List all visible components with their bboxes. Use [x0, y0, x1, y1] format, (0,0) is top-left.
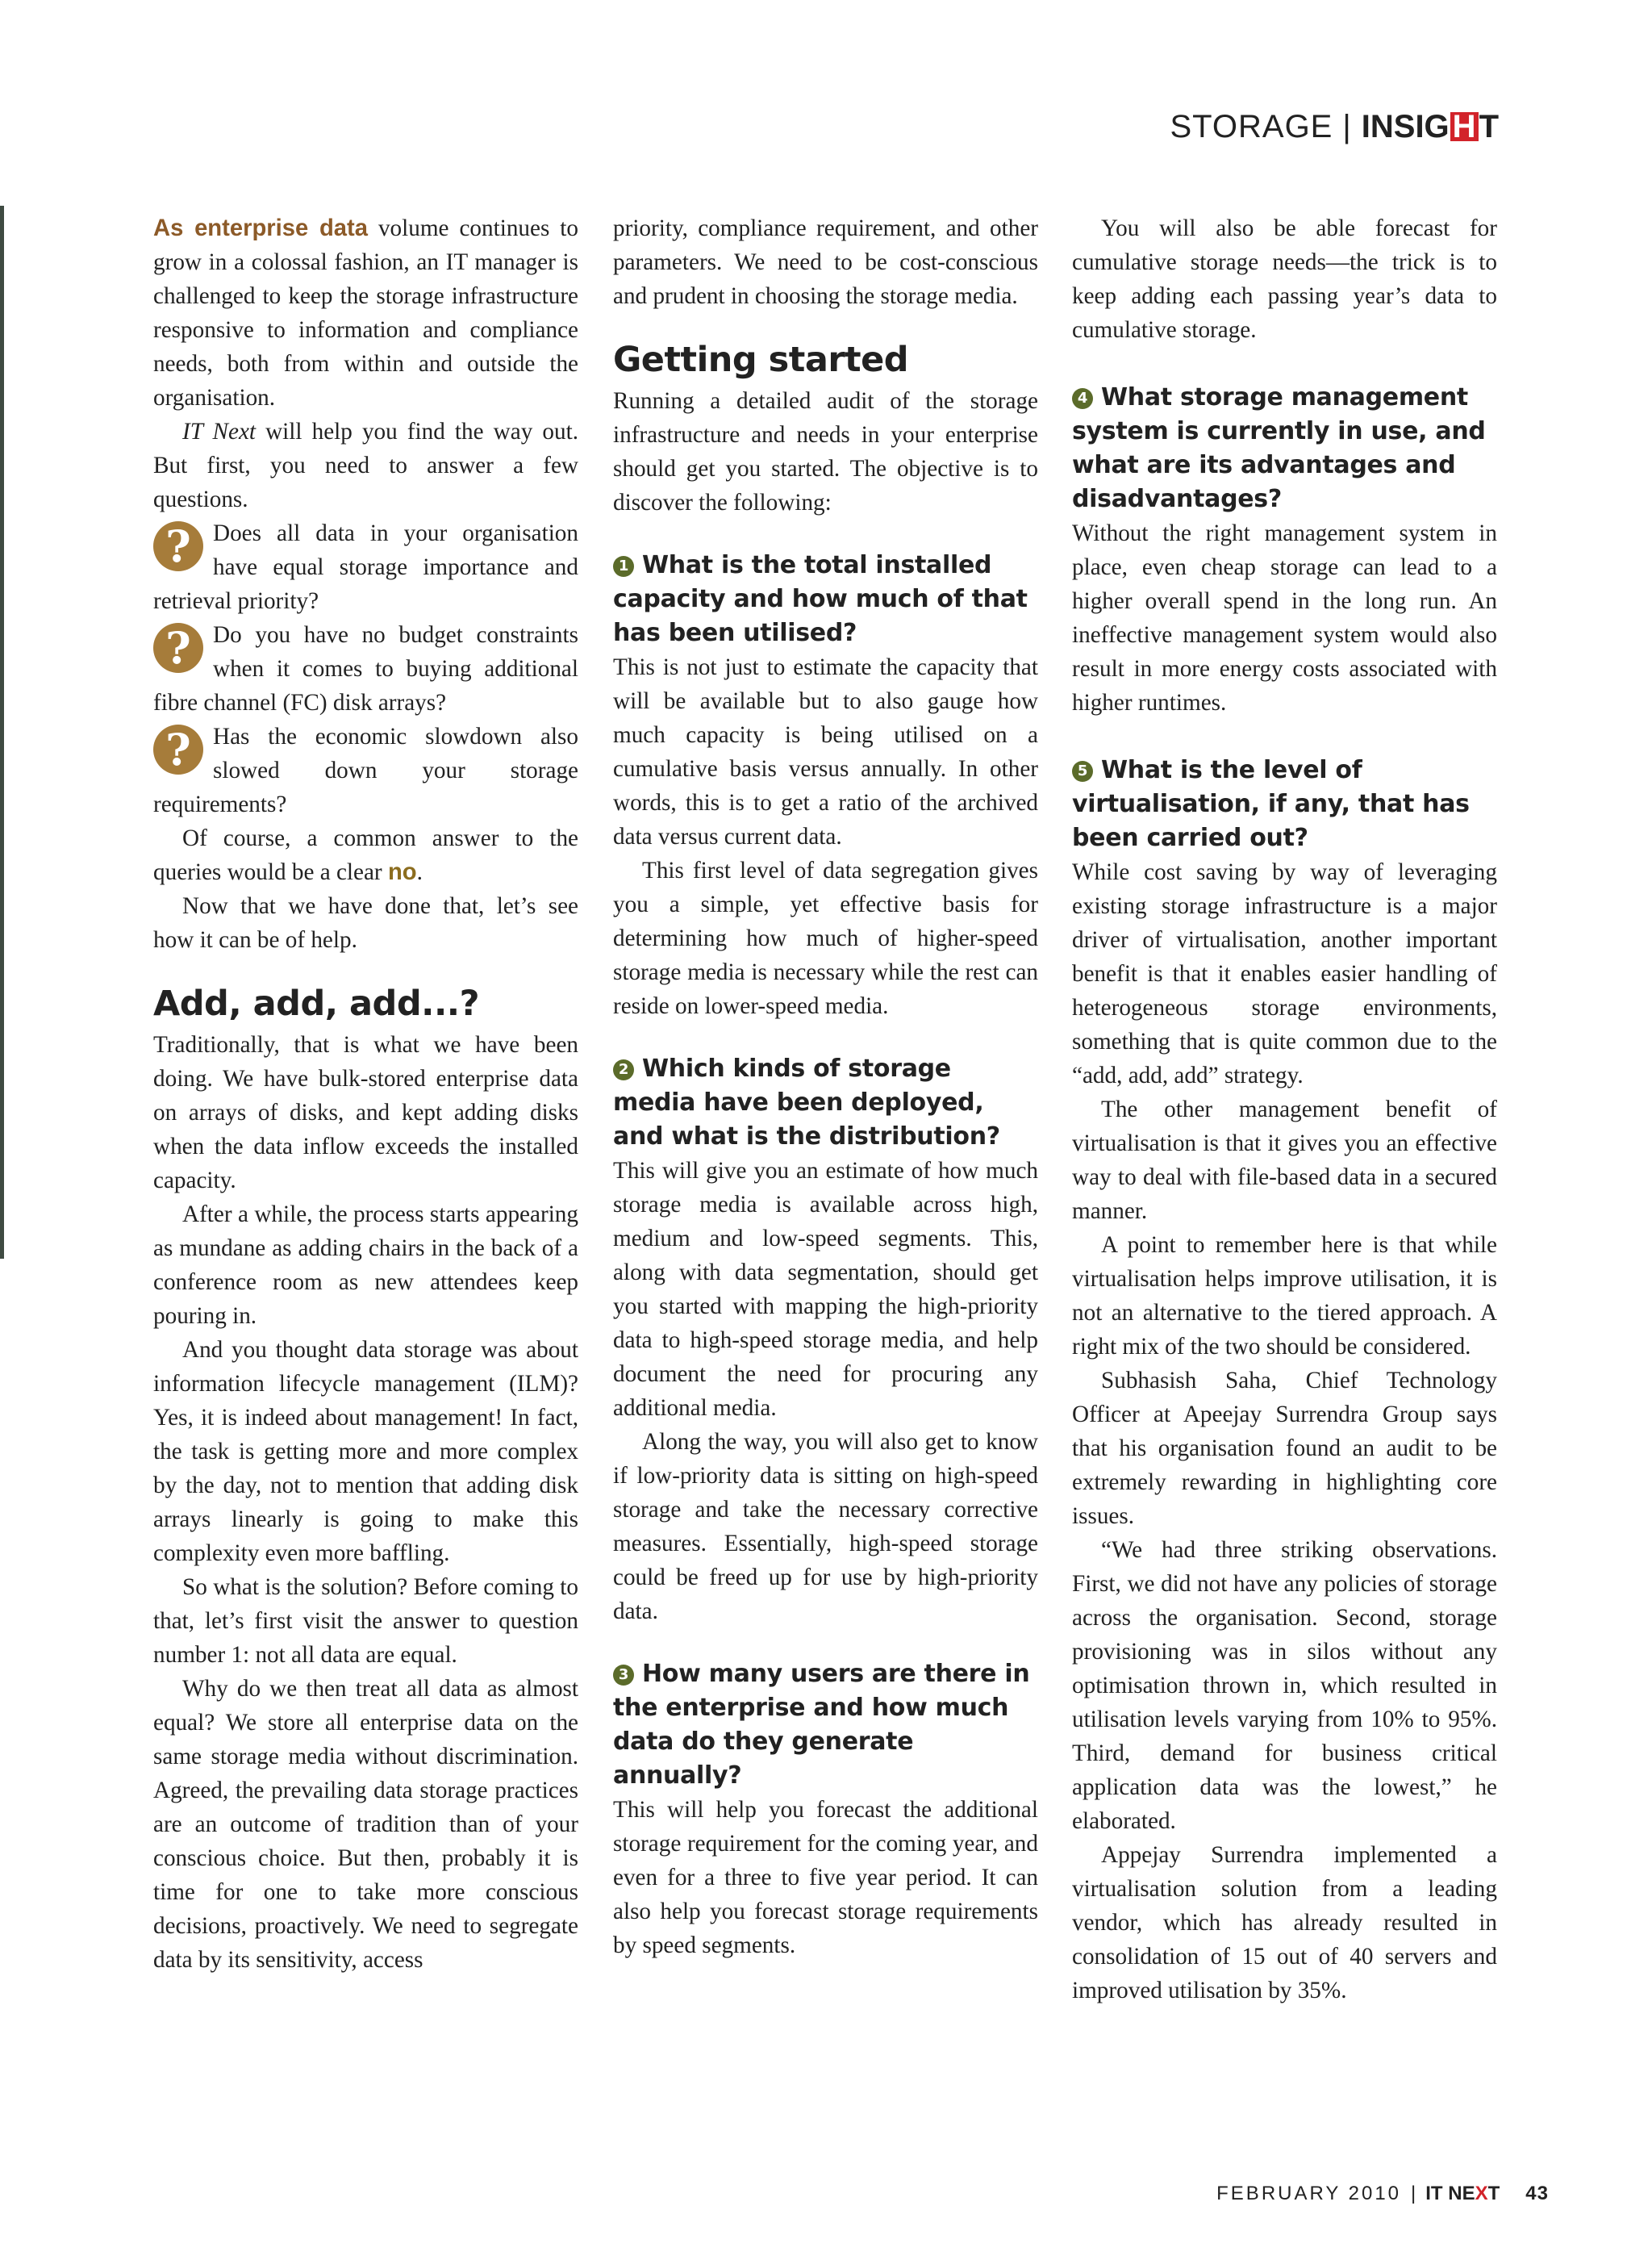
text: will help you find the way out. But first, you need to answer a few questions. [153, 419, 578, 512]
brand-part: T [1487, 2183, 1500, 2204]
lead-in: As enterprise data [153, 215, 368, 241]
title-part: INSIG [1361, 108, 1450, 144]
question-heading-2 [613, 1052, 1038, 1154]
page-number: 43 [1525, 2183, 1549, 2204]
paragraph [153, 415, 578, 516]
question-mark-icon [153, 725, 203, 781]
heading-text: What is the total installed capacity and how much of that has been utilised? [613, 551, 1028, 647]
paragraph: After a while, the process starts appearing as mundane as adding chairs in the back of a conference room as new attendees keep pouring in. [153, 1201, 578, 1329]
column-3 [1072, 211, 1497, 2007]
paragraph: Now that we have done that, let’s see how it can be of help. [153, 893, 578, 953]
number-badge: 4 [1072, 388, 1093, 409]
text: volume continues to grow in a colossal fashion, an IT manager is challenged to keep the storage infrastructure responsive to information and compliance needs, both from within and outside the organisation. [153, 215, 578, 411]
section-header [1170, 107, 1500, 147]
paragraph: Subhasish Saha, Chief Technology Officer at Apeejay Surrendra Group says that his organisation found an audit to be extremely rewarding in highlighting core issues. [1072, 1368, 1497, 1529]
emphasis-no: no [387, 859, 417, 885]
paragraph: “We had three striking observations. First, we did not have any policies of storage across the organisation. Second, storage provisioning was in silos without any optimisation thrown in, which resulted in utilisation levels varying from 10% to 95%. Third, demand for business critical application data was the lowest,” he elaborated. [1072, 1537, 1497, 1834]
paragraph: Along the way, you will also get to know if low-priority data is sitting on high-speed storage and take the necessary corrective measures. Essentially, high-speed storage could be freed up for use by high-priority data. [613, 1429, 1038, 1624]
question-2 [153, 618, 578, 720]
paragraph: While cost saving by way of leveraging existing storage infrastructure is a major driver of virtualisation, another important benefit is that it enables easier handling of heterogeneous storage environments, something that is quite common due to the “add, add, add” strategy. [1072, 859, 1497, 1088]
header-separator: | [1342, 108, 1352, 144]
question-text: Does all data in your organisation have equal storage importance and retrieval priority? [153, 520, 578, 614]
question-glyph: ? [153, 521, 203, 571]
paragraph: Traditionally, that is what we have been doing. We have bulk-stored enterprise data on arrays of disks, and kept adding disks when the data inflow exceeds the installed capacity. [153, 1032, 578, 1193]
publication-name: IT Next [182, 419, 257, 445]
section-title [1362, 109, 1499, 145]
heading-text: What storage management system is currently in use, and what are its advantages and disadvantages? [1072, 383, 1486, 513]
question-heading-3 [613, 1657, 1038, 1793]
number-badge: 3 [613, 1665, 634, 1686]
paragraph: A point to remember here is that while virtualisation helps improve utilisation, it is not an alternative to the tiered approach. A right mix of the two should be considered. [1072, 1232, 1497, 1360]
heading-text: How many users are there in the enterprise and how much data do they generate annually? [613, 1660, 1030, 1790]
heading-text: Which kinds of storage media have been deployed, and what is the distribution? [613, 1055, 1000, 1151]
paragraph: You will also be able forecast for cumulative storage needs—the trick is to keep adding each passing year’s data to cumulative storage. [1072, 215, 1497, 343]
paragraph: Appejay Surrendra implemented a virtualisation solution from a leading vendor, which has already resulted in consolidation of 15 out of 40 servers and improved utilisation by 35%. [1072, 1842, 1497, 2003]
question-3 [153, 720, 578, 821]
question-mark-icon [153, 521, 203, 578]
brand-part: IT NE [1425, 2183, 1475, 2204]
question-glyph: ? [153, 623, 203, 673]
paragraph: This will help you forecast the additional storage requirement for the coming year, and even for a three to five year period. It can also help you forecast storage requirements by speed segments. [613, 1797, 1038, 1958]
heading-text: What is the level of virtualisation, if any, that has been carried out? [1072, 756, 1470, 852]
number-badge: 1 [613, 556, 634, 577]
paragraph: Without the right management system in place, even cheap storage can lead to a higher overall spend in the long run. An ineffective management system would also result in more energy costs associated with higher runtimes. [1072, 520, 1497, 716]
paragraph: And you thought data storage was about information lifecycle management (ILM)? Yes, it is indeed about management! In fact, the task is getting more and more complex by the day, not to mention that adding disk arrays linearly is going to make this complexity even more baffling. [153, 1337, 578, 1566]
intro-paragraph [153, 211, 578, 415]
paragraph: priority, compliance requirement, and other parameters. We need to be cost-conscious and prudent in choosing the storage media. [613, 215, 1038, 309]
paragraph: Why do we then treat all data as almost equal? We store all enterprise data on the same storage media without discrimination. Agreed, the prevailing data storage practices are an outcome of tradition than of your conscious choice. But then, probably it is time for one to take more conscious decisions, proactively. We need to segregate data by its sensitivity, access [153, 1676, 578, 1973]
page-footer [1216, 2183, 1549, 2205]
subheading-getting-started: Getting started [613, 340, 909, 380]
question-text: Has the economic slowdown also slowed down your storage requirements? [153, 724, 578, 817]
question-heading-4 [1072, 381, 1497, 516]
section-label: STORAGE [1170, 108, 1333, 144]
question-1 [153, 516, 578, 618]
page-edge-bar [0, 206, 4, 1259]
question-mark-icon [153, 623, 203, 679]
text: Of course, a common answer to the queries would be a clear [153, 825, 578, 885]
paragraph: This first level of data segregation gives you a simple, yet effective basis for determining how much of higher-speed storage media is necessary while the rest can reside on lower-speed media. [613, 858, 1038, 1019]
number-badge: 2 [613, 1059, 634, 1080]
subheading-add: Add, add, add...? [153, 984, 480, 1024]
question-heading-5 [1072, 754, 1497, 855]
issue-date: FEBRUARY 2010 [1216, 2183, 1402, 2204]
question-text: Do you have no budget constraints when it comes to buying additional fibre channel (FC) disk arrays? [153, 622, 578, 716]
text: . [416, 859, 423, 885]
paragraph: So what is the solution? Before coming to that, let’s first visit the answer to question number 1: not all data are equal. [153, 1574, 578, 1668]
question-heading-1 [613, 549, 1038, 650]
brand-part: X [1475, 2183, 1488, 2204]
paragraph: Running a detailed audit of the storage infrastructure and needs in your enterprise should get you started. The objective is to discover the following: [613, 388, 1038, 516]
column-1 [153, 211, 578, 1977]
title-part: T [1479, 108, 1499, 144]
question-glyph: ? [153, 725, 203, 775]
paragraph: This is not just to estimate the capacity that will be available but to also gauge how much capacity is being utilised on a cumulative basis versus annually. In other words, this is to get a ratio of the archived data versus current data. [613, 654, 1038, 850]
column-2 [613, 211, 1038, 1962]
footer-separator: | [1411, 2183, 1416, 2204]
paragraph: This will give you an estimate of how much storage media is available across high, medium and low-speed segments. This, along with data segmentation, should get you started with mapping the high-priority data to high-speed storage media, and help document the need for procuring any additional media. [613, 1158, 1038, 1421]
magazine-brand [1425, 2183, 1500, 2205]
number-badge: 5 [1072, 761, 1093, 782]
paragraph: The other management benefit of virtualisation is that it gives you an effective way to deal with file-based data in a secured manner. [1072, 1097, 1497, 1224]
title-boxed-letter: H [1450, 112, 1479, 141]
paragraph [153, 821, 578, 889]
